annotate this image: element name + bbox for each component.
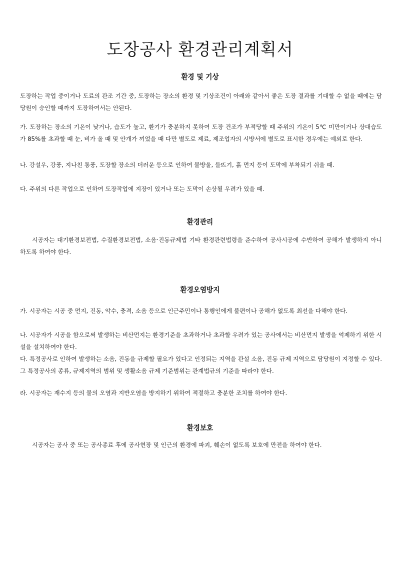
- section-paragraph: 나. 강설우, 강풍, 지나친 통풍, 도장할 장소의 더러운 등으로 인하여 물방울, 들뜨기, 흙 먼지 등이 도막에 부착되기 쉬울 때.: [20, 163, 335, 169]
- section-paragraph: 시공자는 공사 중 또는 공사종료 후에 공사현장 및 인근의 환경에 파괴, 훼손이 없도록 보호에 만전을 하여야 한다.: [32, 443, 322, 449]
- section-paragraph: 가. 도장하는 장소의 기온이 낮거나, 습도가 높고, 환기가 충분하지 못하여 도장 건조가 부적당할 때 주위의 기온이 5℃ 미만이거나 상대습도가 85%를 초과할 때 눈, 비가 올 때 및 안개가 끼었을 때 다만 별도로 제료, 제조업자의 시방서에 별도로 표시한 경우에는 예외로 한다.: [20, 125, 382, 143]
- section-heading-environment-protection: 환경보호: [186, 424, 214, 432]
- document-title: 도장공사 환경관리계획서: [106, 40, 294, 59]
- section-paragraph: 도장하는 작업 중이거나 도료의 관조 기간 중, 도장하는 장소의 환경 및 기상조건이 아래와 같아서 좋은 도장 결과를 기대할 수 없을 때에는 담당원이 승인할 때까지 도장하여서는 안된다.: [20, 94, 382, 112]
- section-paragraph: 시공자는 대기환경보전법, 수질환경보전법, 소음·진동규제법 기타 환경관련법령을 준수하여 공사시공에 수반하여 공해가 발생하지 아니하도록 하여야 한다.: [20, 238, 382, 256]
- section-paragraph: 다. 주위의 다른 작업으로 인하여 도장작업에 지장이 있거나 또는 도막이 손상될 우려가 있을 때.: [20, 187, 265, 193]
- section-paragraph: 라. 시공자는 재수지 등의 물의 오염과 지반오염을 방지하기 위하여 적절하고 충분한 조치를 하여야 한다.: [20, 391, 288, 397]
- section-heading-pollution-prevention: 환경오염방지: [180, 286, 220, 294]
- section-paragraph: 가. 시공자는 시공 중 먼지, 진동, 악수, 충격, 소음 등으로 인근주민이나 통행인에게 불편이나 공해가 없도록 최선을 다해야 한다.: [20, 309, 348, 315]
- section-paragraph: 나. 시공자가 시공을 함으로써 발생하는 비산먼지는 환경기준을 초과하거나 초과할 우려가 있는 공사에서는 비산먼지 발생을 억제하기 위한 시설을 설치하여야 한다.: [20, 333, 382, 351]
- section-paragraph: 다. 특정공사로 인하여 발생하는 소음, 진동을 규제할 필요가 있다고 인정되는 지역을 관설 소음, 진동 규제 지역으로 담당원이 지정할 수 있다. 그 특정공사의 종류, 규제지역의 범위 및 생활소음 규제 기준범위는 관계법규의 기준을 따라야 한다.: [20, 357, 382, 375]
- section-heading-environment-weather: 환경 및 기상: [181, 73, 219, 81]
- section-heading-environment-management: 환경관리: [186, 218, 214, 226]
